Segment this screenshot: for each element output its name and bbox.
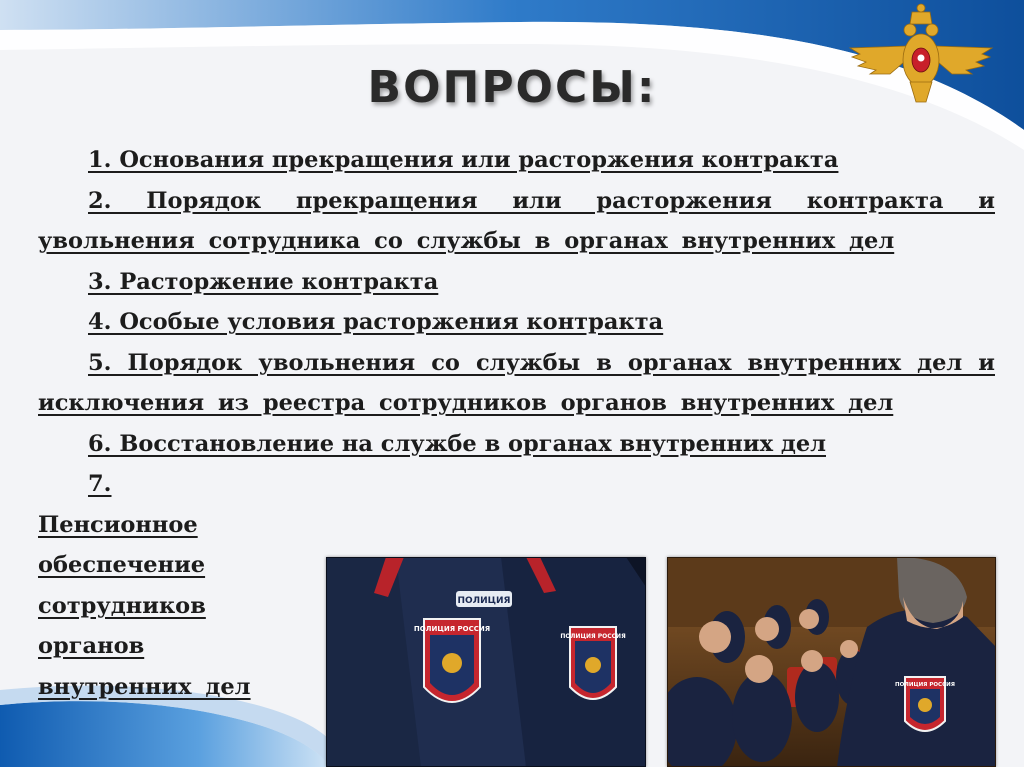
question-item: 2. Порядок прекращения или расторжения контракта и увольнения сотрудника со службы в органах внутренних дел [38,187,995,254]
patch-text: ПОЛИЦИЯ РОССИЯ [413,625,491,633]
patch-text: ПОЛИЦИЯ РОССИЯ [560,633,626,640]
question-item: 6. Восстановление на службе в органах внутренних дел [88,430,826,457]
police-meeting-photo [667,557,996,767]
question-item: 7. Пенсионное обеспечение сотрудников органов внутренних дел [38,471,251,700]
police-label: ПОЛИЦИЯ [457,596,511,606]
question-item: 4. Особые условия расторжения контракта [88,309,664,335]
question-item: 5. Порядок увольнения со службы в органах внутренних дел и исключения из реестра сотрудников органов внутренних дел [38,349,995,416]
slide-title: ВОПРОСЫ: [367,62,657,113]
patch-text: ПОЛИЦИЯ РОССИЯ [895,682,955,688]
question-item: 1. Основания прекращения или расторжения контракта [88,147,839,173]
question-item: 3. Расторжение контракта [88,268,439,295]
police-uniform-photo [326,557,646,767]
